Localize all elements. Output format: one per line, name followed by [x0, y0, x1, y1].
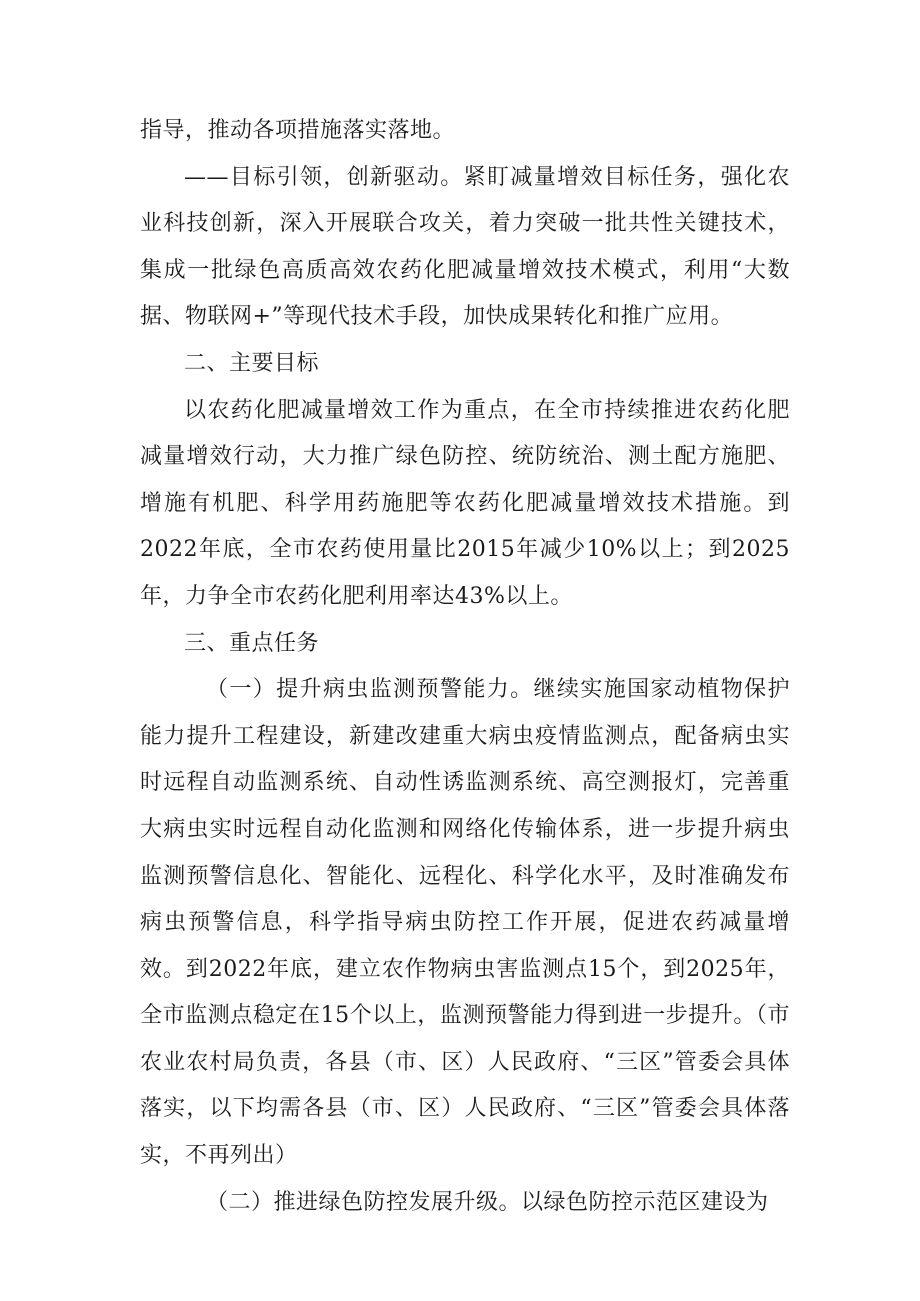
heading-key-tasks: 三、重点任务: [184, 630, 320, 656]
paragraph-task-green-control: （二）推进绿色防控发展升级。以绿色防控示范区建设为: [206, 1189, 769, 1215]
paragraph-task-monitoring: （一）提升病虫监测预警能力。继续实施国家动植物保护能力提升工程建设，新建改建重大病虫疫情监测点，配备病虫实时远程自动监测系统、自动性诱监测系统、高空测报灯，完善重大病虫实时远程自动化监测和网络化传输体系，进一步提升病虫监测预警信息化、智能化、远程化、科学化水平，及时准确发布病虫预警信息，科学指导病虫防控工作开展，促进农药减量增效。到2022年底，建立农作物病虫害监测点15个，到2025年，全市监测点稳定在15个以上，监测预警能力得到进一步提升。（市农业农村局负责，各县（市、区）人民政府、“三区”管委会具体落实，以下均需各县（市、区）人民政府、“三区”管委会具体落实，不再列出）: [140, 677, 790, 1169]
paragraph-guidance-end: 指导，推动各项措施落实落地。: [140, 118, 456, 143]
document-page: [140, 108, 790, 1226]
heading-main-goals: 二、主要目标: [184, 350, 320, 376]
paragraph-target-innovation: ——目标引领，创新驱动。紧盯减量增效目标任务，强化农业科技创新，深入开展联合攻关，着力突破一批共性关键技术，集成一批绿色高质高效农药化肥减量增效技术模式，利用“大数据、物联网+”等现代技术手段，加快成果转化和推广应用。: [140, 164, 790, 330]
paragraph-main-goals: 以农药化肥减量增效工作为重点，在全市持续推进农药化肥减量增效行动，大力推广绿色防控、统防统治、测土配方施肥、增施有机肥、科学用药施肥等农药化肥减量增效技术措施。到2022年底，全市农药使用量比2015年减少10%以上；到2025年，力争全市农药化肥利用率达43%以上。: [140, 397, 790, 609]
